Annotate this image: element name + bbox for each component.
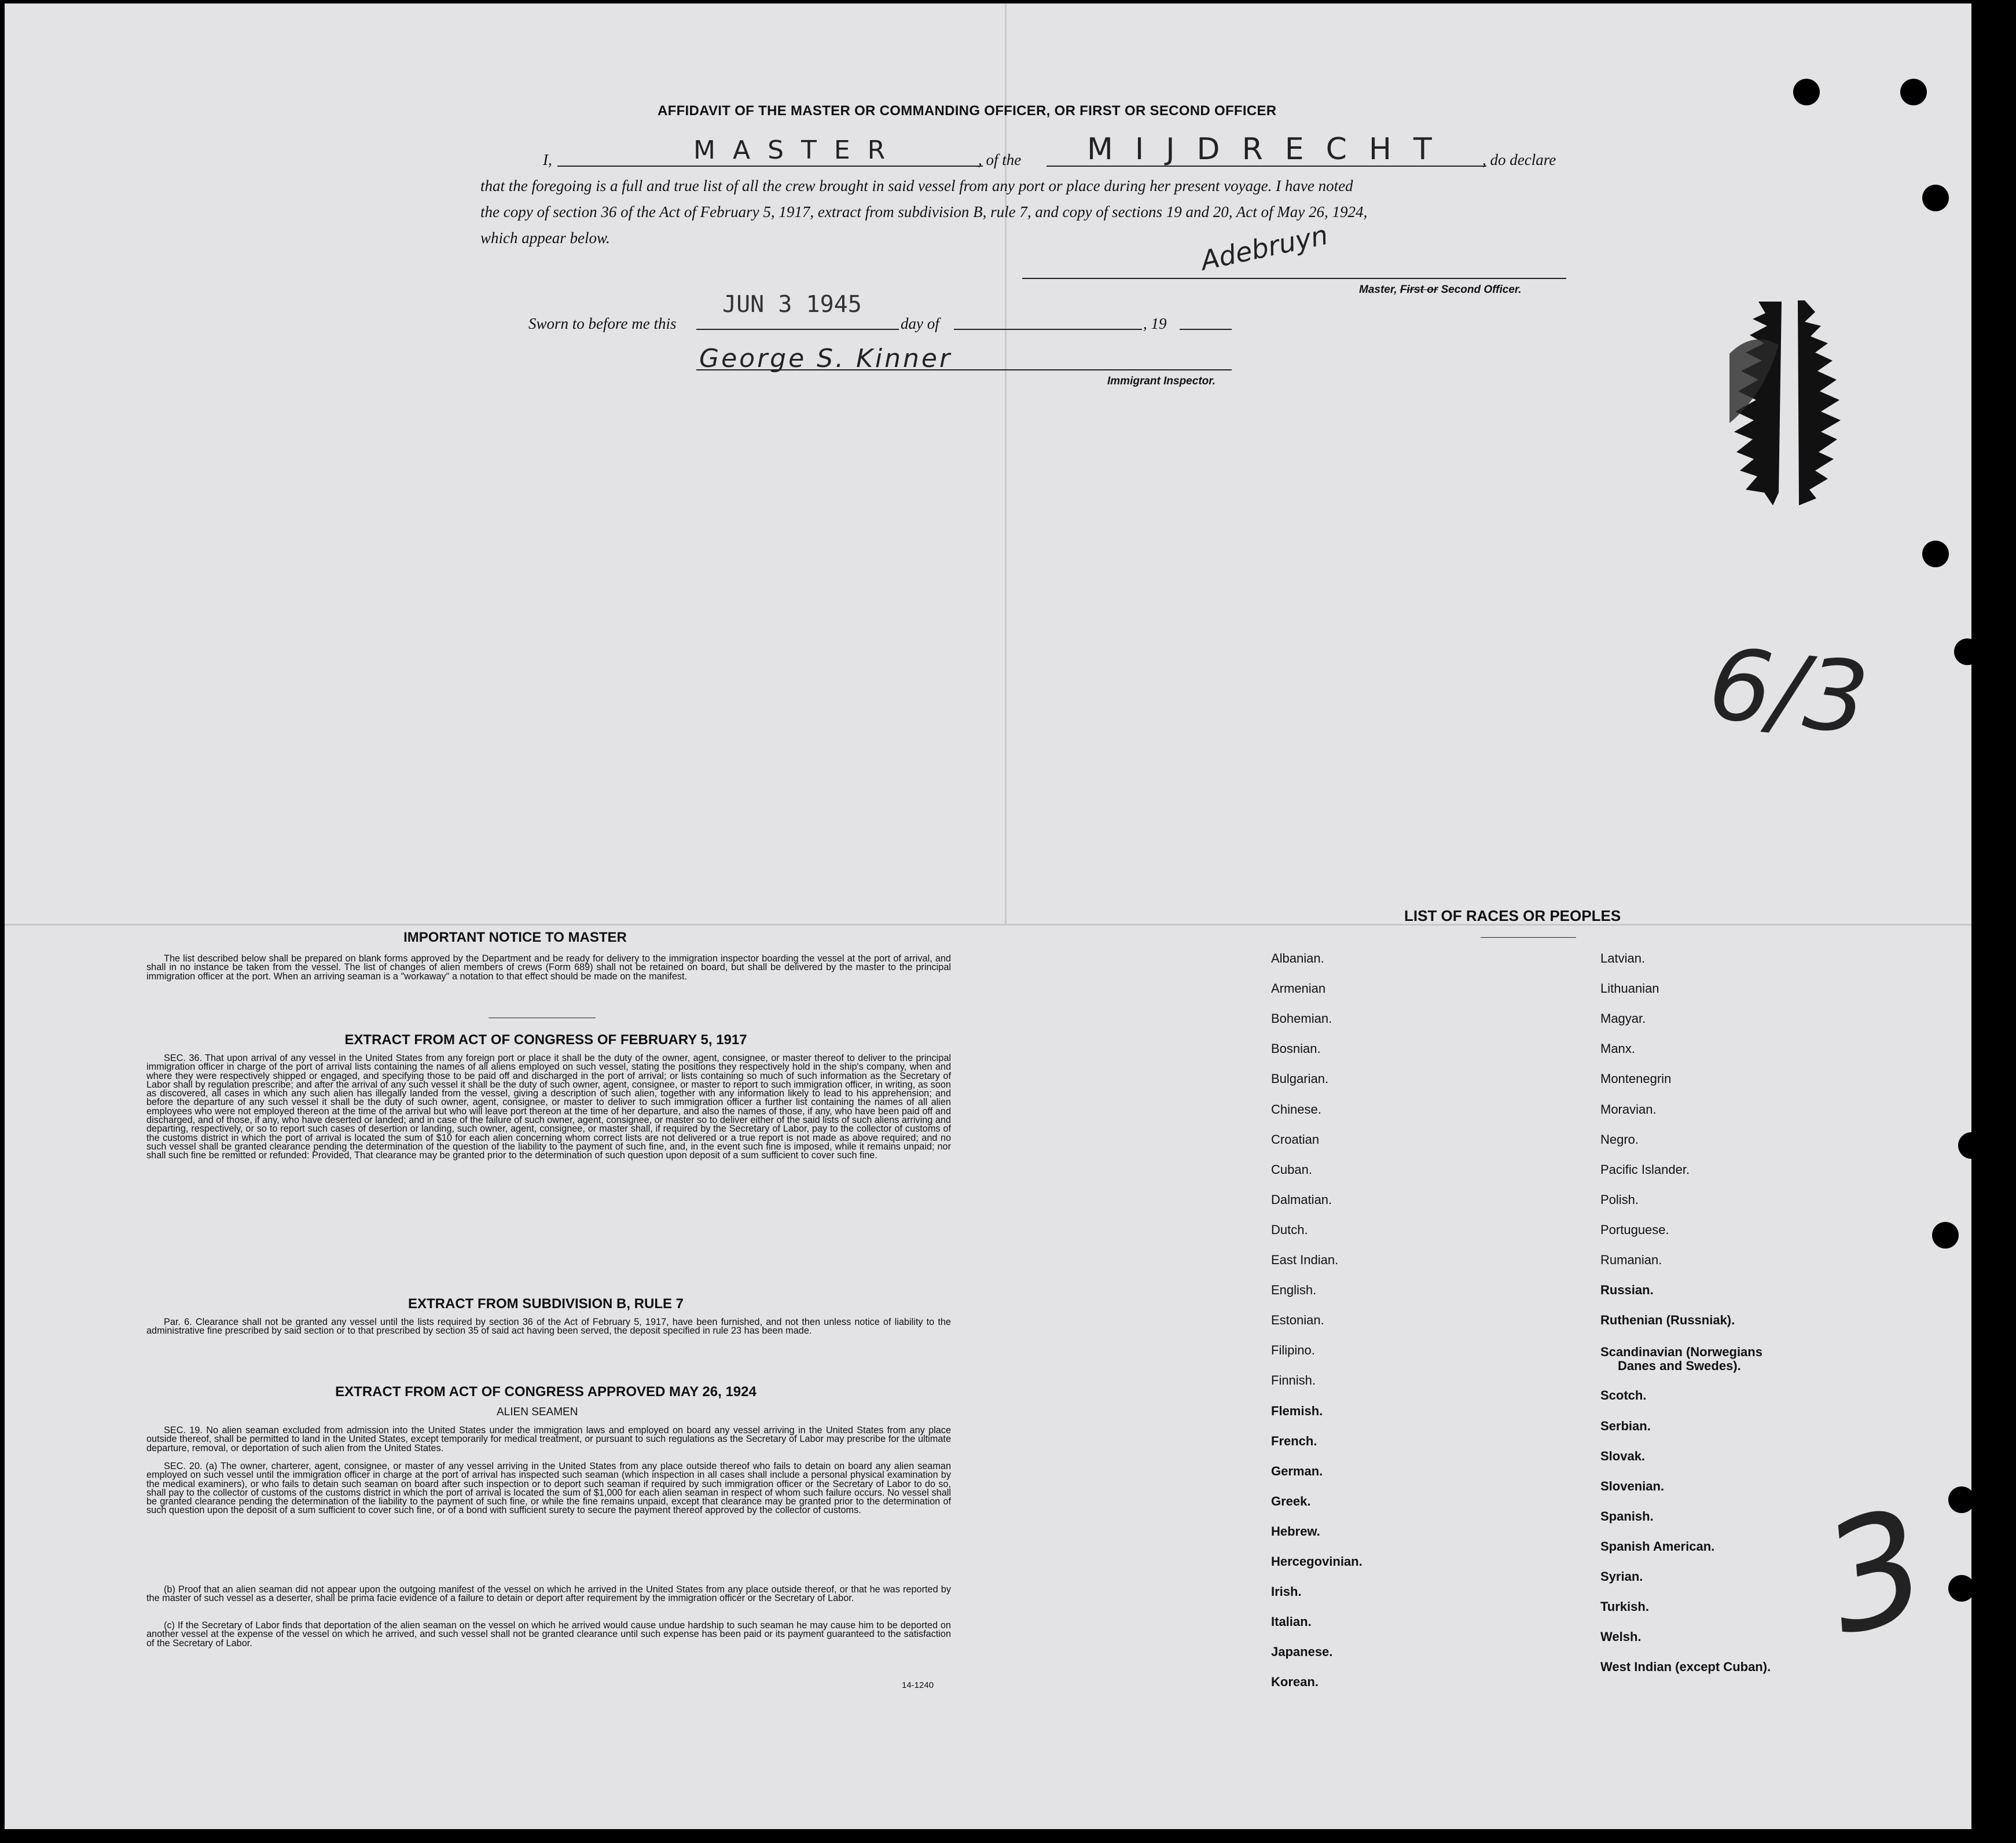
punch-hole [1900,79,1927,105]
vessel-handwriting: MIJDRECHT [1087,132,1454,167]
signature-line [1022,278,1566,279]
extract1-body: SEC. 36. That upon arrival of any vessel in the United States from any foreign port or place it shall be the duty of the owner, agent, consignee, or master thereof to deliver to the principal immigration officer in charge of the port of arrival lists containing the names of all aliens employed on such vessel, stating the positions they respectively hold in the ship's company, when and where they were respectively shipped or engaged, and specifying those to be paid off and discharged in the port of arrival; or lists containing so much of such information as the Secretary of Labor shall by regulation prescribe; and after the arrival of any such vessel it shall be the duty of such owner, agent, consignee, or master to report to such immigration officer, in writing, as soon as discovered, all cases in which any such alien has illegally landed from the vessel, giving a description of such alien, together with any information likely to lead to his apprehension; and before the departure of any such vessel it shall be the duty of such owner, agent, consignee, or master to deliver to such immigration officer a further list containing the names of all alien employees who were not employed thereon at the time of the arrival but who will leave port thereon at the time of her departure, and also the names of those, if any, who have been paid off and discharged, and of those, if any, who have deserted or landed; and in case of the failure of such owner, agent, consignee, or master so to deliver either of the said lists of such aliens arriving and departing, respectively, or so to report such cases of desertion or landing, such owner, agent, consignee, or master shall, if required by the Secretary of Labor, pay to the collector of customs of the customs district in which the port of arrival is located the sum of $10 for each alien concerning whom correct lists are not delivered or a true report is not made as above required; and no such vessel shall be granted clearance pending the determination of the question of the liability to the payment of such fine, and, in the event such fine is imposed, while it remains unpaid; nor shall such fine be remitted or refunded: Provided, That clearance may be granted prior to the determination of such question upon deposit of a sum sufficient to cover such fine. [146,1053,951,1161]
race-item: West Indian (except Cuban). [1600,1660,1771,1675]
race-item: Ruthenian (Russniak). [1600,1313,1735,1328]
race-item: Magyar. [1600,1011,1646,1026]
race-item: Hebrew. [1271,1523,1320,1539]
race-item: Pacific Islander. [1600,1162,1690,1177]
fold-line-horizontal [5,924,1971,926]
day-of-text: day of [901,315,939,332]
sworn-day-line [696,329,899,330]
inspector-caption: Immigrant Inspector. [1107,375,1216,387]
race-item: Manx. [1600,1041,1635,1056]
extract3-sec20b: (b) Proof that an alien seaman did not appear upon the outgoing manifest of the vessel on which he arrived in the United States from any place outside thereof, or that he was reported by the master of such vessel as a deserter, shall be prima facie evidence of a failure to detain or deport after requirement by the immigration officer or the Secretary of Labor. [146,1584,951,1604]
affidavit-title: AFFIDAVIT OF THE MASTER OR COMMANDING OFFICER, OR FIRST OR SECOND OFFICER [658,103,1277,119]
races-title: LIST OF RACES OR PEOPLES [1404,907,1621,924]
punch-hole [1922,541,1949,567]
race-item: German. [1271,1463,1323,1478]
race-item: Slovak. [1600,1448,1646,1463]
race-item: Chinese. [1271,1102,1321,1117]
extract1-title: EXTRACT FROM ACT OF CONGRESS OF FEBRUARY 5, 1917 [344,1032,747,1048]
race-item: Korean. [1271,1675,1319,1690]
inspector-signature: George S. Kinner [699,344,953,373]
year-prefix: , 19 [1143,315,1167,332]
race-item: Estonian. [1271,1313,1324,1328]
notice-title: IMPORTANT NOTICE TO MASTER [403,930,627,945]
punch-hole [1922,185,1949,211]
races-divider [1481,937,1576,938]
race-item: Bosnian. [1271,1041,1321,1056]
race-item: Spanish. [1600,1508,1654,1523]
master-signature: Adebruyn [1198,219,1331,277]
inspector-line [696,369,1232,370]
master-handwriting: MASTER [693,135,903,165]
race-item: Montenegrin [1600,1071,1672,1086]
race-item: Spanish American. [1600,1539,1715,1554]
affidavit-line-2: that the foregoing is a full and true list of all the crew brought in said vessel from any port or place during her present voyage. I have noted [480,177,1353,194]
race-item: East Indian. [1271,1253,1339,1267]
extract2-body: Par. 6. Clearance shall not be granted any vessel until the lists required by section 36 of the Act of February 5, 1917, have been furnished, and not then unless notice of liability to the administrative fine prescribed by said section or to that prescribed by section 35 of said act having been served, the deposit specified in rule 23 has been made. [146,1317,951,1337]
sworn-text: Sworn to before me this [528,315,677,332]
punch-hole [1954,638,1981,665]
race-item: Lithuanian [1600,981,1659,996]
punch-hole [1958,1132,1985,1159]
affidavit-line-3: the copy of section 36 of the Act of February 5, 1917, extract from subdivision B, rule 7, and copy of sections 19 and 20, Act of May 26, 1924, [480,203,1368,221]
extract3-sec20c: (c) If the Secretary of Labor finds that deportation of the alien seaman on the vessel on which he arrived would cause undue hardship to such seaman he may cause him to be deported on another vessel at the expense of the vessel on which he arrived, and such vessel shall not be granted clearance until such expense has been paid or its payment guaranteed to the satisfaction of the Secretary of Labor. [146,1620,951,1649]
affidavit-declare: , do declare [1482,151,1556,168]
year-line [1180,329,1232,330]
extract3-subtitle: ALIEN SEAMEN [497,1406,578,1418]
race-item: Cuban. [1271,1162,1312,1177]
date-stamp: JUN 3 1945 [722,291,862,318]
notice-body: The list described below shall be prepared on blank forms approved by the Department and be ready for delivery to the immigration inspector boarding the vessel at the port of arrival, and shall in no instance be taken from the vessel. The list of changes of alien members of crews (Form 689) shall not be retained on board, but shall be delivered by the master to the principal immigration officer at the port. When an arriving seaman is a "workaway" a notation to that effect should be made on the manifest. [146,953,951,982]
race-item: Hercegovinian. [1271,1554,1363,1569]
race-item: Serbian. [1600,1418,1651,1433]
race-item: Japanese. [1271,1644,1333,1660]
corner-number-annotation: 3 [1806,1475,1945,1670]
punch-hole [1948,1575,1975,1602]
master-name-line [557,166,983,167]
race-item: Dutch. [1271,1222,1308,1237]
race-item: Bohemian. [1271,1011,1332,1026]
extract3-sec20a: SEC. 20. (a) The owner, charterer, agent, consignee, or master of any vessel arriving in the United States from any place outside thereof who fails to detain on board any alien seaman employed on such vessel until the immigration officer in charge at the port of arrival has inspected such seaman (which inspection in all cases shall include a personal physical examination by the medical examiners), or who fails to detain such seaman on board after such inspection or to deport such seaman if required by such immigration officer or the Secretary of Labor to do so, shall pay to the collector of customs of the customs district in which the port of arrival is located the sum of $1,000 for each alien seaman in respect of whom such failure occurs. No vessel shall be granted clearance pending the determination of the liability to the payment of such fine, or while the fine remains unpaid, except that clearance may be granted prior to the determination of such question upon the deposit of a sum sufficient to cover such fine, or of a bond with sufficient surety to secure the payment thereof approved by the collector of customs. [146,1461,951,1516]
notary-seal-icon [1718,290,1845,510]
race-item: Turkish. [1600,1599,1649,1614]
race-item: Danes and Swedes). [1618,1359,1741,1374]
race-item: Portuguese. [1600,1222,1669,1237]
affidavit-line-4: which appear below. [480,229,610,247]
race-item: English. [1271,1283,1317,1298]
form-number: 14-1240 [902,1680,934,1690]
race-item: Italian. [1271,1614,1312,1629]
punch-hole [1793,79,1820,105]
extract3-sec19: SEC. 19. No alien seaman excluded from admission into the United States under the immigration laws and employed on board any vessel arriving in the United States from any place outside thereof, shall be permitted to land in the United States, except temporarily for medical treatment, or pursuant to such regulations as the Secretary of Labor may prescribe for the ultimate departure, removal, or deportation of such alien from the United States. [146,1425,951,1453]
race-item: Finnish. [1271,1373,1316,1388]
race-item: Armenian [1271,981,1326,996]
race-item: Polish. [1600,1192,1639,1207]
race-item: Welsh. [1600,1629,1642,1644]
fold-line-vertical [1005,3,1007,924]
race-item: Dalmatian. [1271,1192,1332,1207]
race-item: Croatian [1271,1132,1320,1147]
race-item: Flemish. [1271,1403,1323,1418]
signature-caption: Master, First or Second Officer. [1359,284,1522,296]
race-item: Rumanian. [1600,1253,1662,1267]
race-item: Syrian. [1600,1569,1643,1584]
race-item: Greek. [1271,1493,1311,1508]
punch-hole [1948,1486,1975,1513]
race-item: Scandinavian (Norwegians [1600,1345,1762,1360]
month-line [954,329,1142,330]
race-item: Irish. [1271,1584,1302,1599]
race-item: Filipino. [1271,1343,1315,1358]
document-sheet [5,3,1971,1829]
punch-hole [1932,1222,1959,1249]
affidavit-i: I, [543,151,552,168]
race-item: Russian. [1600,1283,1654,1298]
affidavit-of-the: , of the [978,151,1022,168]
race-item: French. [1271,1433,1317,1448]
race-item: Bulgarian. [1271,1071,1329,1086]
race-item: Albanian. [1271,951,1324,965]
extract3-title: EXTRACT FROM ACT OF CONGRESS APPROVED MAY 26, 1924 [335,1384,757,1400]
extract2-title: EXTRACT FROM SUBDIVISION B, RULE 7 [407,1296,684,1312]
race-item: Latvian. [1600,951,1646,965]
race-item: Moravian. [1600,1102,1657,1117]
race-item: Scotch. [1600,1388,1647,1403]
fraction-annotation: 6/3 [1703,626,1874,757]
race-item: Slovenian. [1600,1478,1665,1493]
race-item: Negro. [1600,1132,1639,1147]
